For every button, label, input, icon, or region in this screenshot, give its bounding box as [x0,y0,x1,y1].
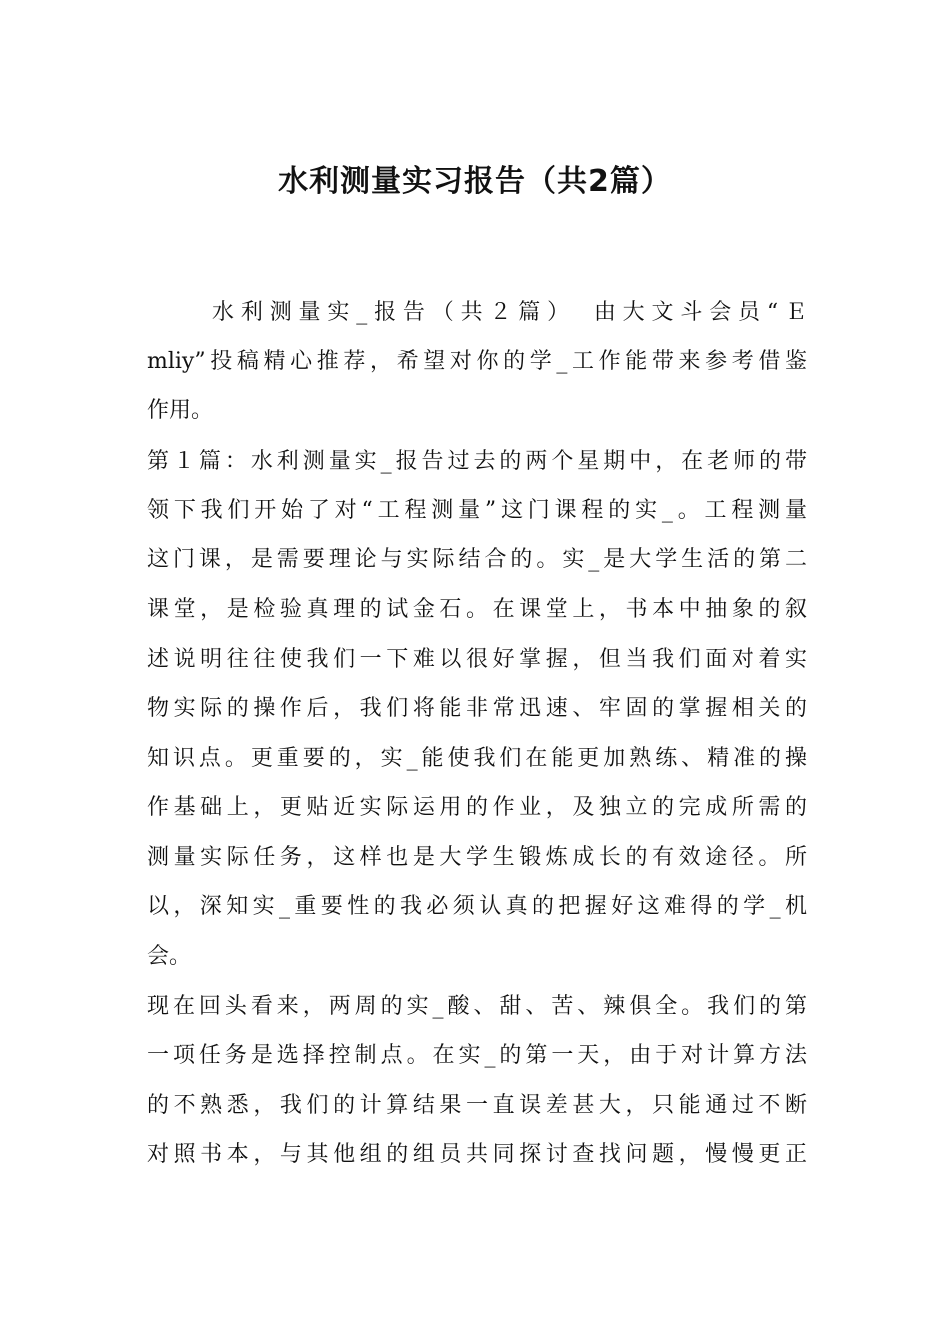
paragraph-line: 现在回头看来，两周的实_酸、甜、苦、辣俱全。我们的第 [147,994,807,1019]
document-title: 水利测量实习报告（共2篇） [278,164,672,199]
paragraph-line: 测量实际任务，这样也是大学生锻炼成长的有效途径。所 [147,845,807,870]
paragraph-line: 述说明往往使我们一下难以很好掌握，但当我们面对着实 [147,647,807,672]
paragraph-line: 课堂，是检验真理的试金石。在课堂上，书本中抽象的叙 [147,597,807,622]
paragraph-line: 的不熟悉，我们的计算结果一直误差甚大，只能通过不断 [147,1093,807,1118]
paragraph-line: 以，深知实_重要性的我必须认真的把握好这难得的学_机 [147,894,807,919]
paragraph-line: mliy”投稿精心推荐，希望对你的学_工作能带来参考借鉴 [147,349,807,374]
paragraph-line: 水利测量实_报告（共２篇） 由大文斗会员“Ｅ [212,300,807,325]
paragraph-line: 作用。 [147,398,214,423]
paragraph-line: 物实际的操作后，我们将能非常迅速、牢固的掌握相关的 [147,696,807,721]
paragraph-line: 一项任务是选择控制点。在实_的第一天，由于对计算方法 [147,1043,807,1068]
paragraph-line: 会。 [147,944,192,969]
paragraph-line: 这门课，是需要理论与实际结合的。实_是大学生活的第二 [147,547,807,572]
paragraph-line: 对照书本，与其他组的组员共同探讨查找问题，慢慢更正 [147,1142,807,1167]
paragraph-line: 知识点。更重要的，实_能使我们在能更加熟练、精准的操 [147,746,807,771]
paragraph-line: 第１篇：水利测量实_报告过去的两个星期中，在老师的带 [147,449,807,474]
paragraph-line: 作基础上，更贴近实际运用的作业，及独立的完成所需的 [147,795,807,820]
paragraph-line: 领下我们开始了对“工程测量”这门课程的实_。工程测量 [147,498,807,523]
